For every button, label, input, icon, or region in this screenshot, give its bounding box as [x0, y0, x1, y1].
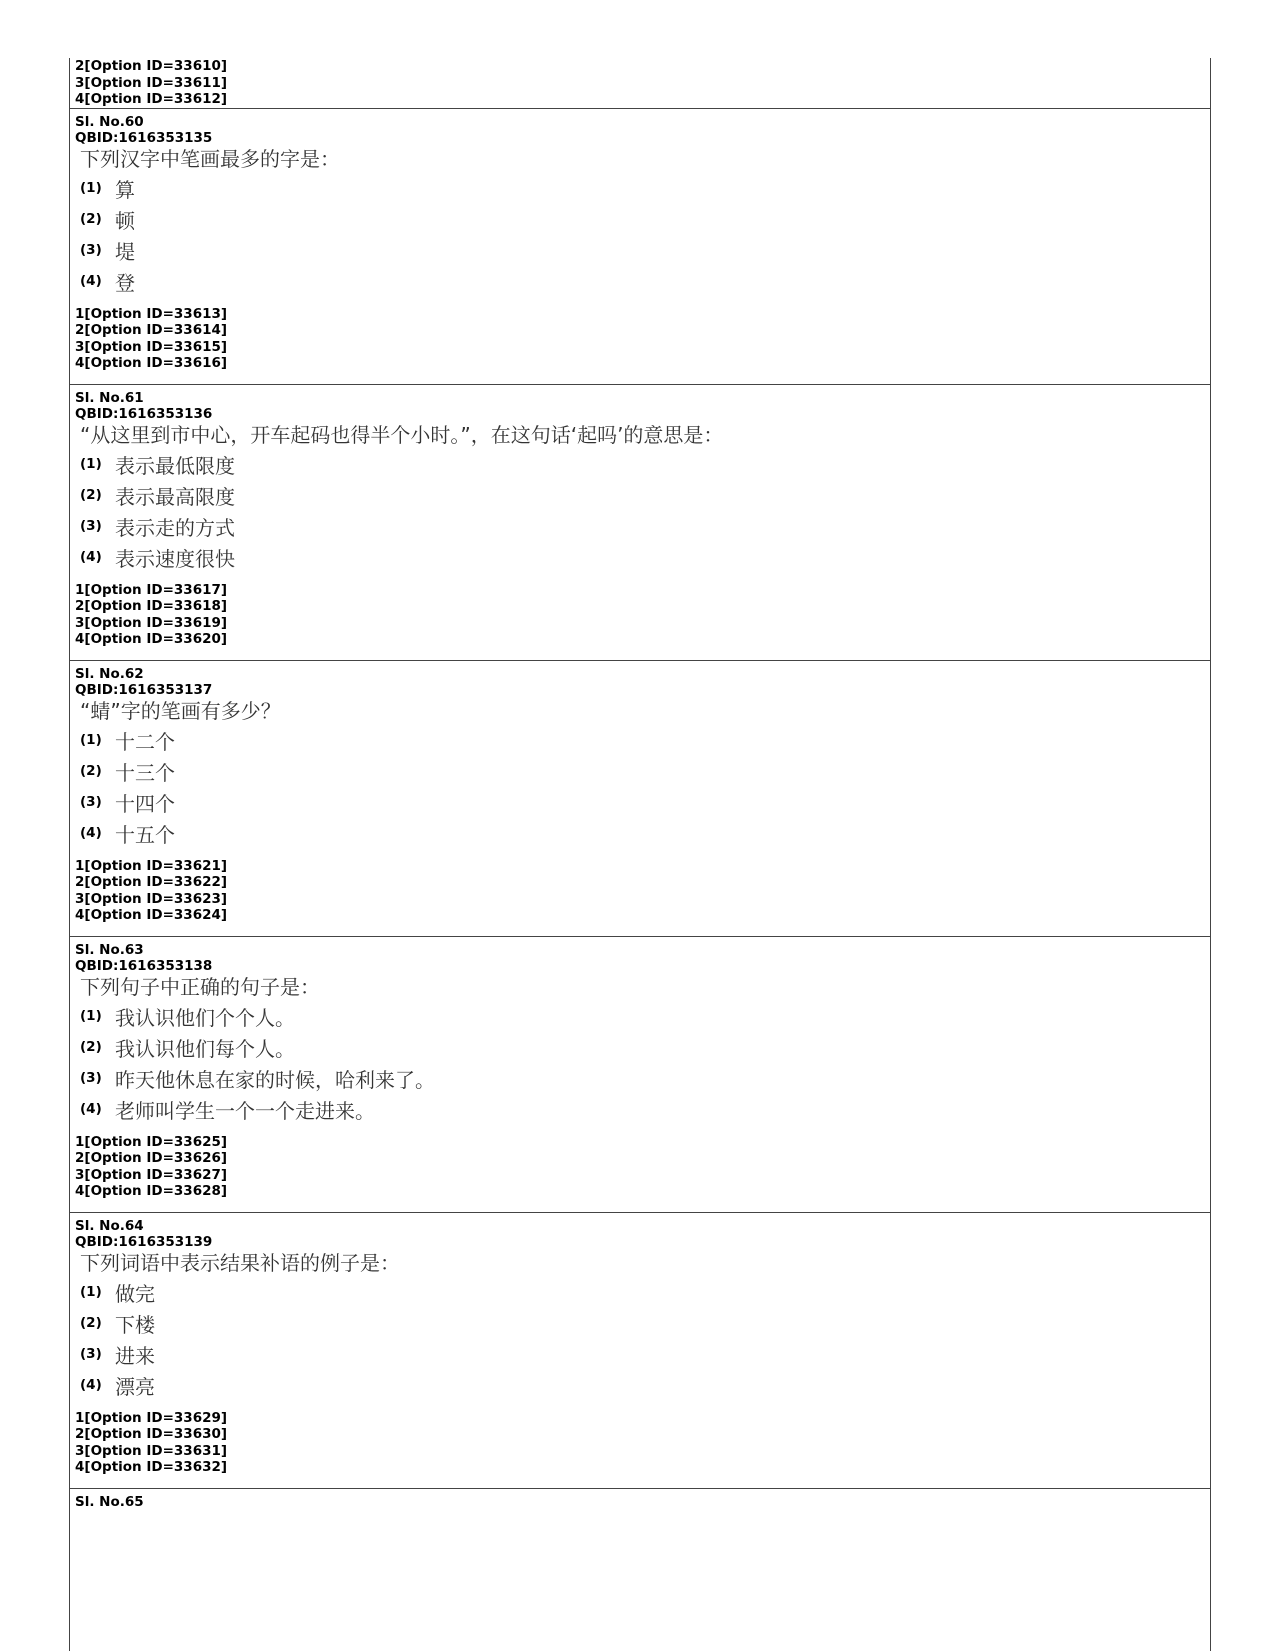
question-block-61	[70, 384, 1210, 660]
option-number: (4)	[80, 825, 102, 841]
option-id-line: 3[Option ID=33615]	[75, 338, 228, 355]
option-number: (4)	[80, 273, 102, 289]
option-number: (2)	[80, 1315, 102, 1331]
option-number: (1)	[80, 180, 102, 196]
option-id-line: 1[Option ID=33617]	[75, 581, 228, 598]
option-id-line: 4[Option ID=33620]	[75, 631, 228, 647]
option-id-line: 4[Option ID=33628]	[75, 1183, 228, 1199]
option-1	[70, 1277, 1210, 1308]
option-id-line: 4[Option ID=33616]	[75, 355, 228, 371]
serial-number: Sl. No.62	[75, 665, 144, 682]
option-id-line: 2[Option ID=33614]	[75, 322, 228, 338]
option-text: 表示最低限度	[115, 453, 235, 478]
serial-number: Sl. No.63	[75, 941, 144, 958]
option-number: (3)	[80, 242, 102, 258]
option-3	[70, 1339, 1210, 1370]
qbid: QBID:1616353138	[75, 958, 213, 974]
option-number: (1)	[80, 1284, 102, 1300]
option-id-line: 1[Option ID=33629]	[75, 1409, 228, 1426]
qbid: QBID:1616353137	[75, 682, 213, 698]
question-block-64	[70, 1212, 1210, 1488]
option-text: 表示走的方式	[115, 515, 235, 540]
option-1	[70, 173, 1210, 204]
serial-number: Sl. No.60	[75, 113, 144, 130]
option-text: 进来	[115, 1343, 155, 1368]
option-id-line: 1[Option ID=33625]	[75, 1133, 228, 1150]
question-text: 下列句子中正确的句子是：	[80, 974, 320, 999]
option-id-line: 3[Option ID=33619]	[75, 614, 228, 631]
option-text: 十四个	[115, 791, 175, 816]
question-block-60	[70, 108, 1210, 384]
option-2	[70, 756, 1210, 787]
option-text: 做完	[115, 1281, 155, 1306]
option-text: 表示速度很快	[115, 546, 235, 571]
option-number: (2)	[80, 1039, 102, 1055]
option-number: (3)	[80, 1346, 102, 1362]
option-id-line: 3[Option ID=33623]	[75, 890, 228, 907]
option-text: 登	[115, 270, 135, 295]
option-1	[70, 449, 1210, 480]
serial-number: Sl. No.61	[75, 389, 144, 406]
option-id-line: 2[Option ID=33622]	[75, 874, 228, 890]
option-2	[70, 1308, 1210, 1339]
option-number: (3)	[80, 1070, 102, 1086]
option-3	[70, 511, 1210, 542]
option-4	[70, 266, 1210, 297]
option-text: 表示最高限度	[115, 484, 235, 509]
option-2	[70, 1032, 1210, 1063]
option-text: 漂亮	[115, 1374, 155, 1399]
option-text: 我认识他们每个人。	[115, 1036, 295, 1061]
serial-number: Sl. No.64	[75, 1217, 144, 1234]
question-text: “蜻”字的笔画有多少？	[80, 698, 281, 723]
option-id-line: 1[Option ID=33621]	[75, 857, 228, 874]
option-text: 十二个	[115, 729, 175, 754]
option-4	[70, 542, 1210, 573]
option-id-line: 2[Option ID=33630]	[75, 1426, 228, 1442]
option-number: (4)	[80, 1377, 102, 1393]
option-ids	[70, 1125, 1210, 1200]
question-text: 下列汉字中笔画最多的字是：	[80, 146, 340, 171]
question-text: 下列词语中表示结果补语的例子是：	[80, 1250, 400, 1275]
option-number: (3)	[80, 794, 102, 810]
question-text: “从这里到市中心，开车起码也得半个小时。”，在这句话‘起吗’的意思是：	[80, 422, 724, 447]
question-block-63	[70, 936, 1210, 1212]
option-3	[70, 1063, 1210, 1094]
option-text: 下楼	[115, 1312, 155, 1337]
question-block-62	[70, 660, 1210, 936]
option-id-line: 2[Option ID=33626]	[75, 1150, 228, 1166]
option-number: (2)	[80, 763, 102, 779]
option-text: 算	[115, 177, 135, 202]
option-ids	[70, 297, 1210, 372]
option-text: 顿	[115, 208, 135, 233]
option-number: (2)	[80, 211, 102, 227]
option-text: 十三个	[115, 760, 175, 785]
option-text: 堤	[115, 239, 135, 264]
serial-number: Sl. No.65	[75, 1493, 144, 1510]
option-id-line: 3[Option ID=33627]	[75, 1166, 228, 1183]
option-3	[70, 235, 1210, 266]
option-number: (1)	[80, 1008, 102, 1024]
option-id-line: 1[Option ID=33613]	[75, 305, 228, 322]
option-4	[70, 1094, 1210, 1125]
option-text: 昨天他休息在家的时候，哈利来了。	[115, 1067, 435, 1092]
option-2	[70, 480, 1210, 511]
option-id-line: 3[Option ID=33631]	[75, 1442, 228, 1459]
option-number: (3)	[80, 518, 102, 534]
option-id-line: 3[Option ID=33611]	[75, 74, 228, 91]
option-id-line: 4[Option ID=33624]	[75, 907, 228, 923]
option-id-line: 4[Option ID=33612]	[75, 91, 228, 107]
option-ids	[70, 1401, 1210, 1476]
option-ids	[70, 573, 1210, 648]
qbid: QBID:1616353135	[75, 130, 213, 146]
qbid: QBID:1616353139	[75, 1234, 213, 1250]
leading-option-ids	[70, 58, 1210, 108]
option-text: 十五个	[115, 822, 175, 847]
question-sheet	[69, 58, 1211, 1651]
question-block-65	[70, 1488, 1210, 1511]
option-number: (4)	[80, 1101, 102, 1117]
option-3	[70, 787, 1210, 818]
option-4	[70, 1370, 1210, 1401]
option-id-line: 2[Option ID=33618]	[75, 598, 228, 614]
option-number: (1)	[80, 456, 102, 472]
option-number: (1)	[80, 732, 102, 748]
option-number: (2)	[80, 487, 102, 503]
option-2	[70, 204, 1210, 235]
option-4	[70, 818, 1210, 849]
option-number: (4)	[80, 549, 102, 565]
option-1	[70, 1001, 1210, 1032]
option-text: 老师叫学生一个一个走进来。	[115, 1098, 375, 1123]
option-ids	[70, 849, 1210, 924]
option-id-line: 4[Option ID=33632]	[75, 1459, 228, 1475]
option-text: 我认识他们个个人。	[115, 1005, 295, 1030]
option-id-line: 2[Option ID=33610]	[75, 58, 228, 74]
option-1	[70, 725, 1210, 756]
qbid: QBID:1616353136	[75, 406, 213, 422]
